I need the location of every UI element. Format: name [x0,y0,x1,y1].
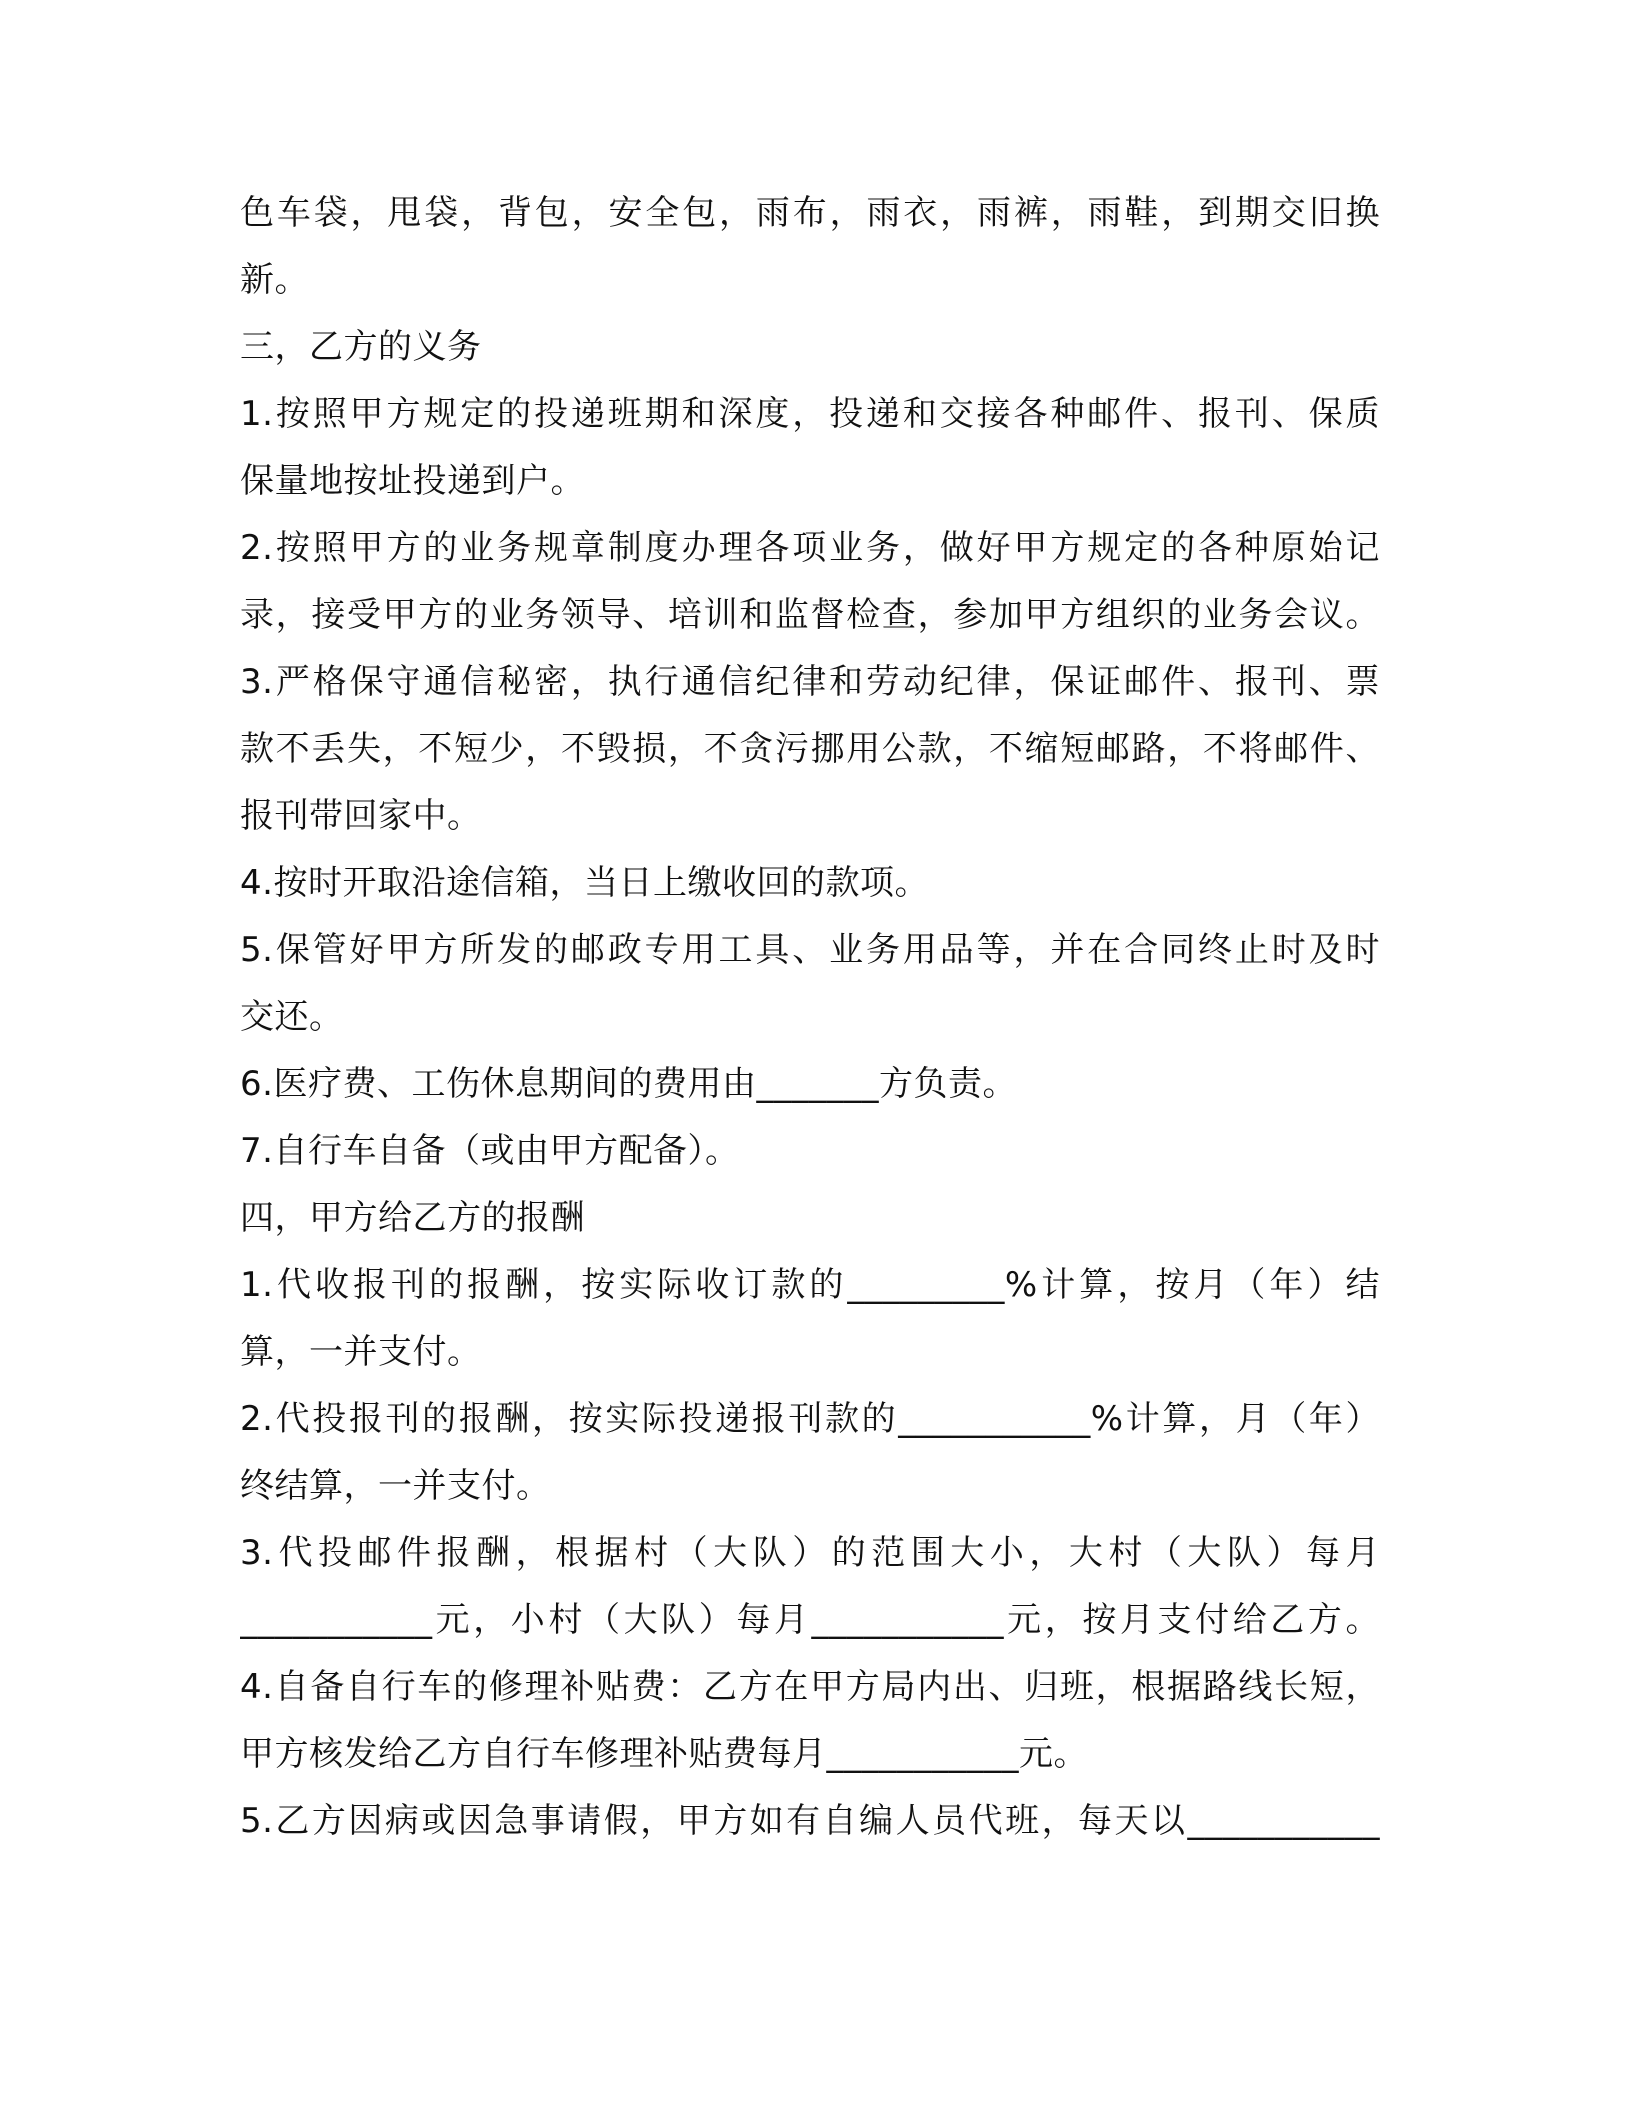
text-line: 色车袋，甩袋，背包，安全包，雨布，雨衣，雨裤，雨鞋，到期交旧换 [240,193,1380,233]
list-item: 3.代投邮件报酬，根据村（大队）的范围大小，大村（大队）每月 [240,1533,1380,1573]
document-body [240,180,1380,1855]
list-item: 1.按照甲方规定的投递班期和深度，投递和交接各种邮件、报刊、保质 [240,394,1380,434]
list-item: 4.按时开取沿途信箱，当日上缴收回的款项。 [240,863,929,903]
list-item: 1.代收报刊的报酬，按实际收订款的_________%计算，按月（年）结 [240,1265,1380,1305]
list-item: 7.自行车自备（或由甲方配备）。 [240,1131,740,1171]
list-item: 2.代投报刊的报酬，按实际投递报刊款的___________%计算，月（年） [240,1399,1380,1439]
section-heading: 三，乙方的义务 [240,327,482,367]
text-line: ___________元，小村（大队）每月___________元，按月支付给乙方。 [240,1600,1380,1640]
text-line: 录，接受甲方的业务领导、培训和监督检查，参加甲方组织的业务会议。 [240,595,1380,635]
list-item: 6.医疗费、工伤休息期间的费用由_______方负责。 [240,1064,1017,1104]
text-line: 甲方核发给乙方自行车修理补贴费每月___________元。 [240,1734,1088,1774]
text-line: 款不丢失，不短少，不毁损，不贪污挪用公款，不缩短邮路，不将邮件、 [240,729,1380,769]
list-item: 2.按照甲方的业务规章制度办理各项业务，做好甲方规定的各种原始记 [240,528,1380,568]
text-line: 算，一并支付。 [240,1332,482,1372]
list-item: 5.乙方因病或因急事请假，甲方如有自编人员代班，每天以___________ [240,1801,1380,1841]
text-line: 交还。 [240,997,344,1037]
list-item: 5.保管好甲方所发的邮政专用工具、业务用品等，并在合同终止时及时 [240,930,1380,970]
list-item: 3.严格保守通信秘密，执行通信纪律和劳动纪律，保证邮件、报刊、票 [240,662,1380,702]
text-line: 保量地按址投递到户。 [240,461,585,501]
text-line: 报刊带回家中。 [240,796,482,836]
text-line: 新。 [240,260,309,300]
section-heading: 四，甲方给乙方的报酬 [240,1198,585,1238]
list-item: 4.自备自行车的修理补贴费：乙方在甲方局内出、归班，根据路线长短， [240,1667,1380,1707]
text-line: 终结算，一并支付。 [240,1466,551,1506]
